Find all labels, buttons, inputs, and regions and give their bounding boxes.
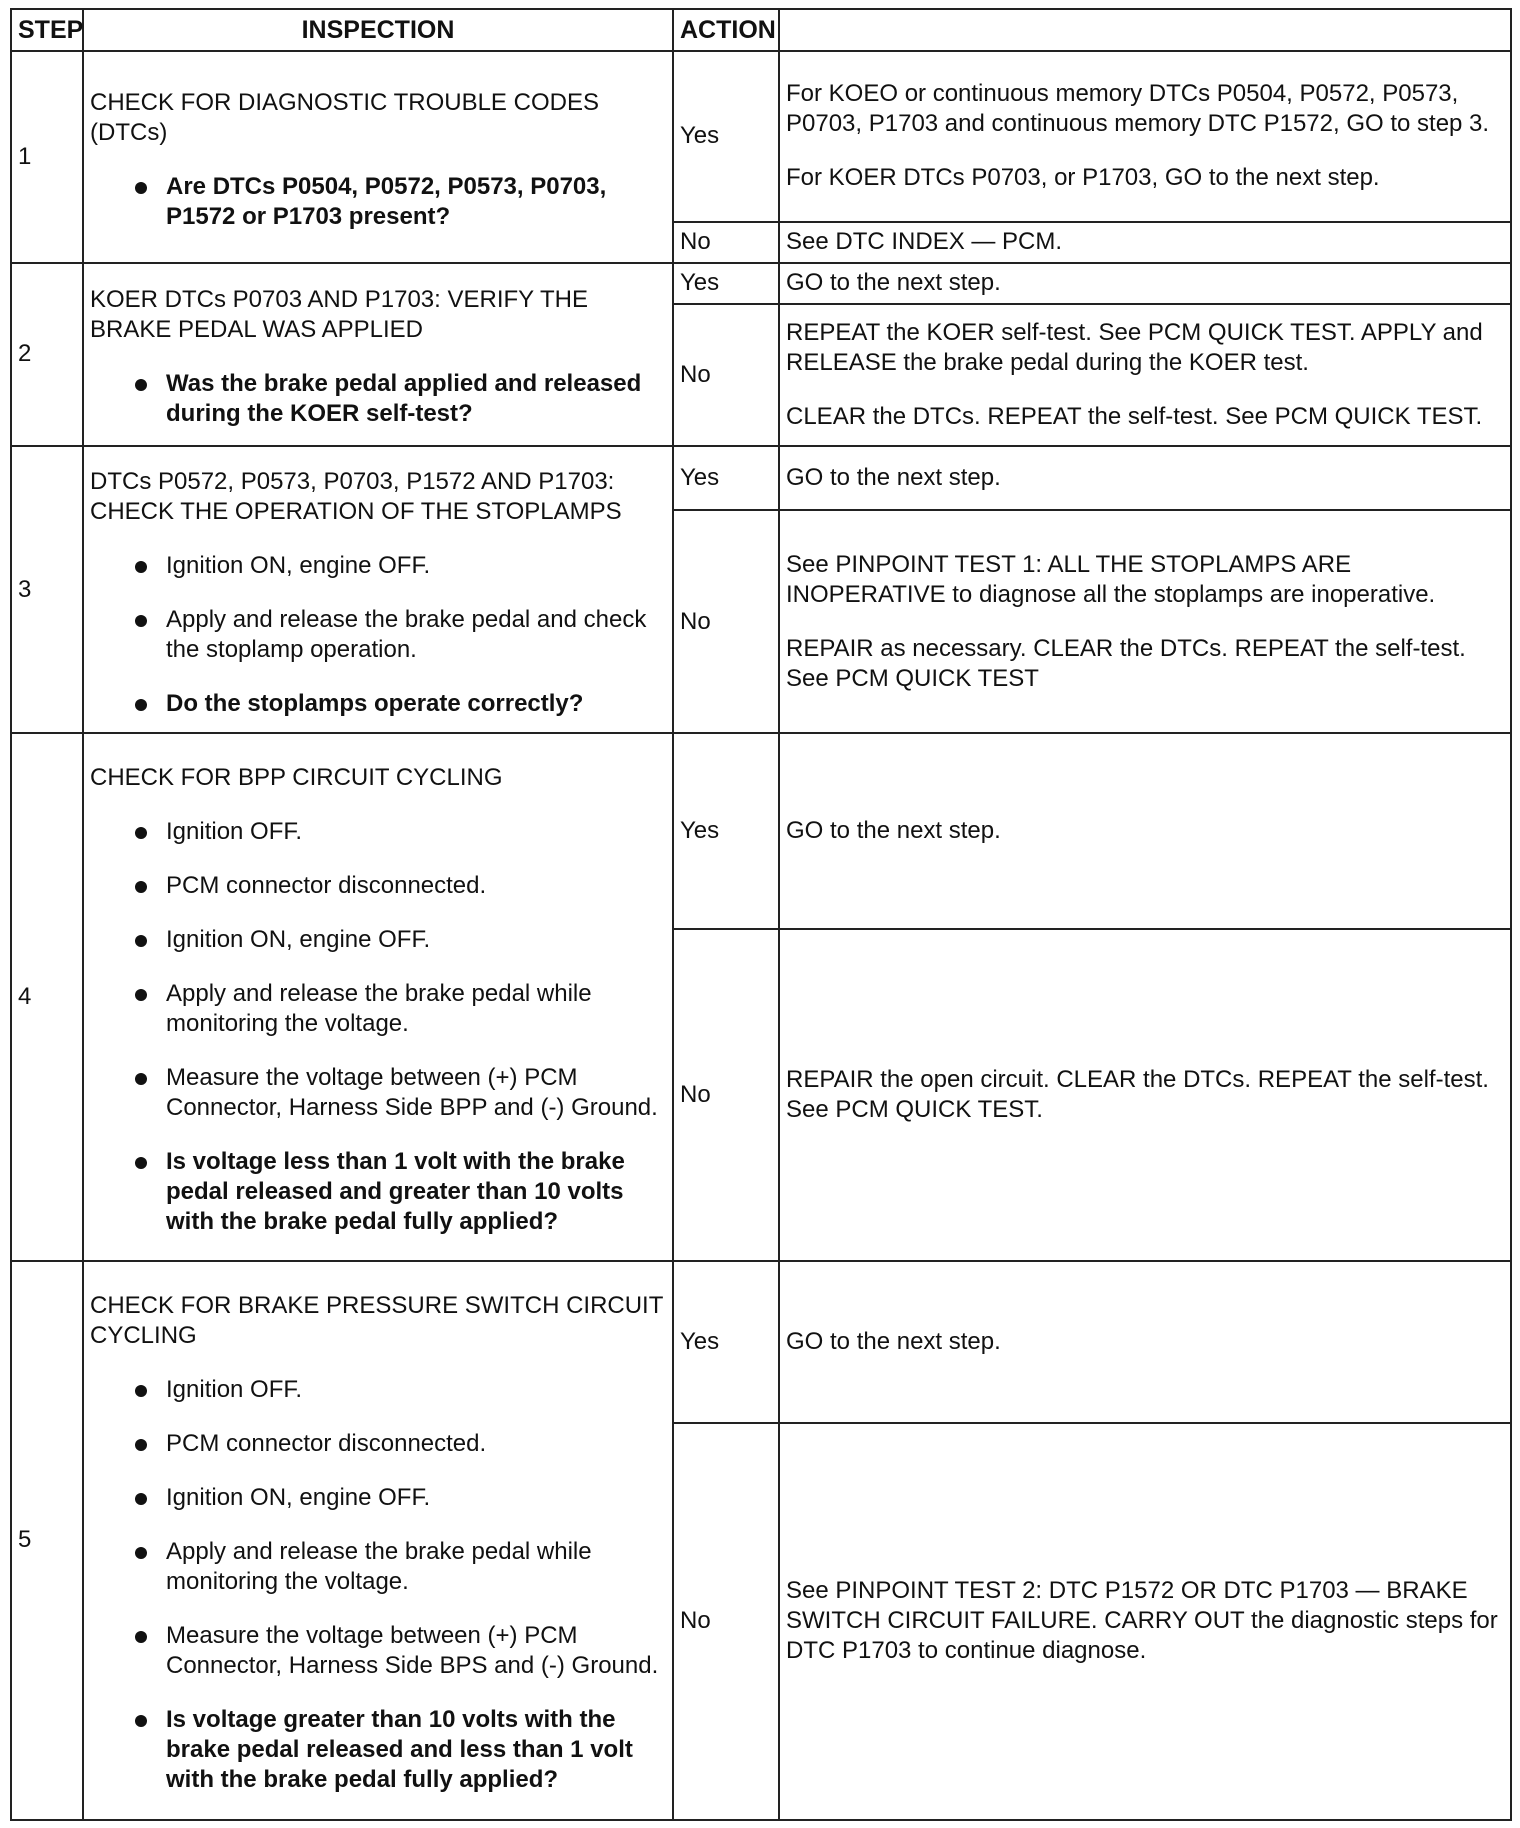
step-number: 5 <box>11 1261 83 1821</box>
result-paragraph: CLEAR the DTCs. REPEAT the self-test. See PCM QUICK TEST. <box>786 402 1483 430</box>
result-paragraph: REPEAT the KOER self-test. See PCM QUICK TEST. APPLY and RELEASE the brake pedal during the KOER test. <box>786 318 1483 376</box>
inspection-cell <box>83 1261 673 1821</box>
table-body <box>11 51 1511 1820</box>
yes-result <box>779 733 1511 928</box>
inspection-title: CHECK FOR BPP CIRCUIT CYCLING <box>90 763 503 791</box>
result-paragraph: REPAIR as necessary. CLEAR the DTCs. REPEAT the self-test. See PCM QUICK TEST <box>786 634 1466 692</box>
yes-result <box>779 446 1511 510</box>
inspection-bullet: Measure the voltage between (+) PCM Connector, Harness Side BPS and (-) Ground. <box>166 1621 666 1681</box>
inspection-title: CHECK FOR BRAKE PRESSURE SWITCH CIRCUIT CYCLING <box>90 1292 663 1350</box>
step-number: 1 <box>11 51 83 263</box>
result-paragraph: GO to the next step. <box>786 269 1001 297</box>
result-paragraph: For KOER DTCs P0703, or P1703, GO to the next step. <box>786 164 1380 192</box>
inspection-title: DTCs P0572, P0573, P0703, P1572 AND P1703: CHECK THE OPERATION OF THE STOPLAMPS <box>90 467 622 525</box>
result-paragraph: GO to the next step. <box>786 1327 1001 1355</box>
result-paragraph: See PINPOINT TEST 1: ALL THE STOPLAMPS ARE INOPERATIVE to diagnose all the stoplamps are inoperative. <box>786 550 1436 608</box>
action-yes-label: Yes <box>673 263 779 304</box>
table-row <box>11 263 1511 304</box>
inspection-bullet: PCM connector disconnected. <box>166 871 666 901</box>
inspection-bullet: Was the brake pedal applied and released during the KOER self-test? <box>166 369 666 429</box>
inspection-cell <box>83 263 673 447</box>
table-row <box>11 1261 1511 1423</box>
action-no-label: No <box>673 510 779 733</box>
inspection-bullet: Ignition ON, engine OFF. <box>166 551 666 581</box>
header-result <box>779 9 1511 51</box>
step-number: 2 <box>11 263 83 447</box>
yes-result <box>779 263 1511 304</box>
inspection-bullet: Ignition OFF. <box>166 1375 666 1405</box>
inspection-bullets <box>90 1375 666 1795</box>
inspection-title: CHECK FOR DIAGNOSTIC TROUBLE CODES (DTCs) <box>90 88 599 146</box>
inspection-cell <box>83 446 673 733</box>
no-result <box>779 510 1511 733</box>
inspection-bullet: Measure the voltage between (+) PCM Connector, Harness Side BPP and (-) Ground. <box>166 1063 666 1123</box>
header-row <box>11 9 1511 51</box>
no-result <box>779 1423 1511 1820</box>
result-paragraph: For KOEO or continuous memory DTCs P0504, P0572, P0573, P0703, P1703 and continuous memory DTC P1572, GO to step 3. <box>786 80 1490 138</box>
inspection-bullets <box>90 369 666 429</box>
header-action: ACTION <box>673 9 779 51</box>
inspection-cell <box>83 51 673 263</box>
action-yes-label: Yes <box>673 446 779 510</box>
table-row <box>11 51 1511 222</box>
inspection-bullet: Are DTCs P0504, P0572, P0573, P0703, P1572 or P1703 present? <box>166 172 666 232</box>
result-paragraph: GO to the next step. <box>786 817 1001 845</box>
action-yes-label: Yes <box>673 51 779 222</box>
inspection-bullet: Is voltage less than 1 volt with the brake pedal released and greater than 10 volts with the brake pedal fully applied? <box>166 1147 666 1237</box>
result-paragraph: REPAIR the open circuit. CLEAR the DTCs. REPEAT the self-test. See PCM QUICK TEST. <box>786 1065 1489 1123</box>
no-result <box>779 222 1511 263</box>
inspection-bullets <box>90 551 666 719</box>
diagnostic-table <box>10 8 1512 1821</box>
action-no-label: No <box>673 304 779 447</box>
inspection-title: KOER DTCs P0703 AND P1703: VERIFY THE BRAKE PEDAL WAS APPLIED <box>90 286 588 344</box>
inspection-bullet: Apply and release the brake pedal and check the stoplamp operation. <box>166 605 666 665</box>
inspection-bullet: Ignition OFF. <box>166 817 666 847</box>
table-row <box>11 446 1511 510</box>
step-number: 4 <box>11 733 83 1260</box>
action-yes-label: Yes <box>673 1261 779 1423</box>
inspection-bullet: Ignition ON, engine OFF. <box>166 925 666 955</box>
action-yes-label: Yes <box>673 733 779 928</box>
result-paragraph: GO to the next step. <box>786 464 1001 492</box>
step-number: 3 <box>11 446 83 733</box>
header-step: STEP <box>11 9 83 51</box>
inspection-bullet: Apply and release the brake pedal while monitoring the voltage. <box>166 1537 666 1597</box>
inspection-bullets <box>90 817 666 1237</box>
inspection-bullet: Apply and release the brake pedal while monitoring the voltage. <box>166 979 666 1039</box>
action-no-label: No <box>673 222 779 263</box>
result-paragraph: See PINPOINT TEST 2: DTC P1572 OR DTC P1703 — BRAKE SWITCH CIRCUIT FAILURE. CARRY OUT the diagnostic steps for DTC P1703 to continue diagnose. <box>786 1577 1498 1665</box>
inspection-bullet: Do the stoplamps operate correctly? <box>166 689 666 719</box>
inspection-bullet: Ignition ON, engine OFF. <box>166 1483 666 1513</box>
inspection-bullet: Is voltage greater than 10 volts with the brake pedal released and less than 1 volt with the brake pedal fully applied? <box>166 1705 666 1795</box>
inspection-bullet: PCM connector disconnected. <box>166 1429 666 1459</box>
yes-result <box>779 51 1511 222</box>
result-paragraph: See DTC INDEX — PCM. <box>786 228 1063 256</box>
action-no-label: No <box>673 929 779 1261</box>
no-result <box>779 304 1511 447</box>
yes-result <box>779 1261 1511 1423</box>
action-no-label: No <box>673 1423 779 1820</box>
header-inspection: INSPECTION <box>83 9 673 51</box>
table-row <box>11 733 1511 928</box>
inspection-bullets <box>90 172 666 232</box>
no-result <box>779 929 1511 1261</box>
inspection-cell <box>83 733 673 1260</box>
